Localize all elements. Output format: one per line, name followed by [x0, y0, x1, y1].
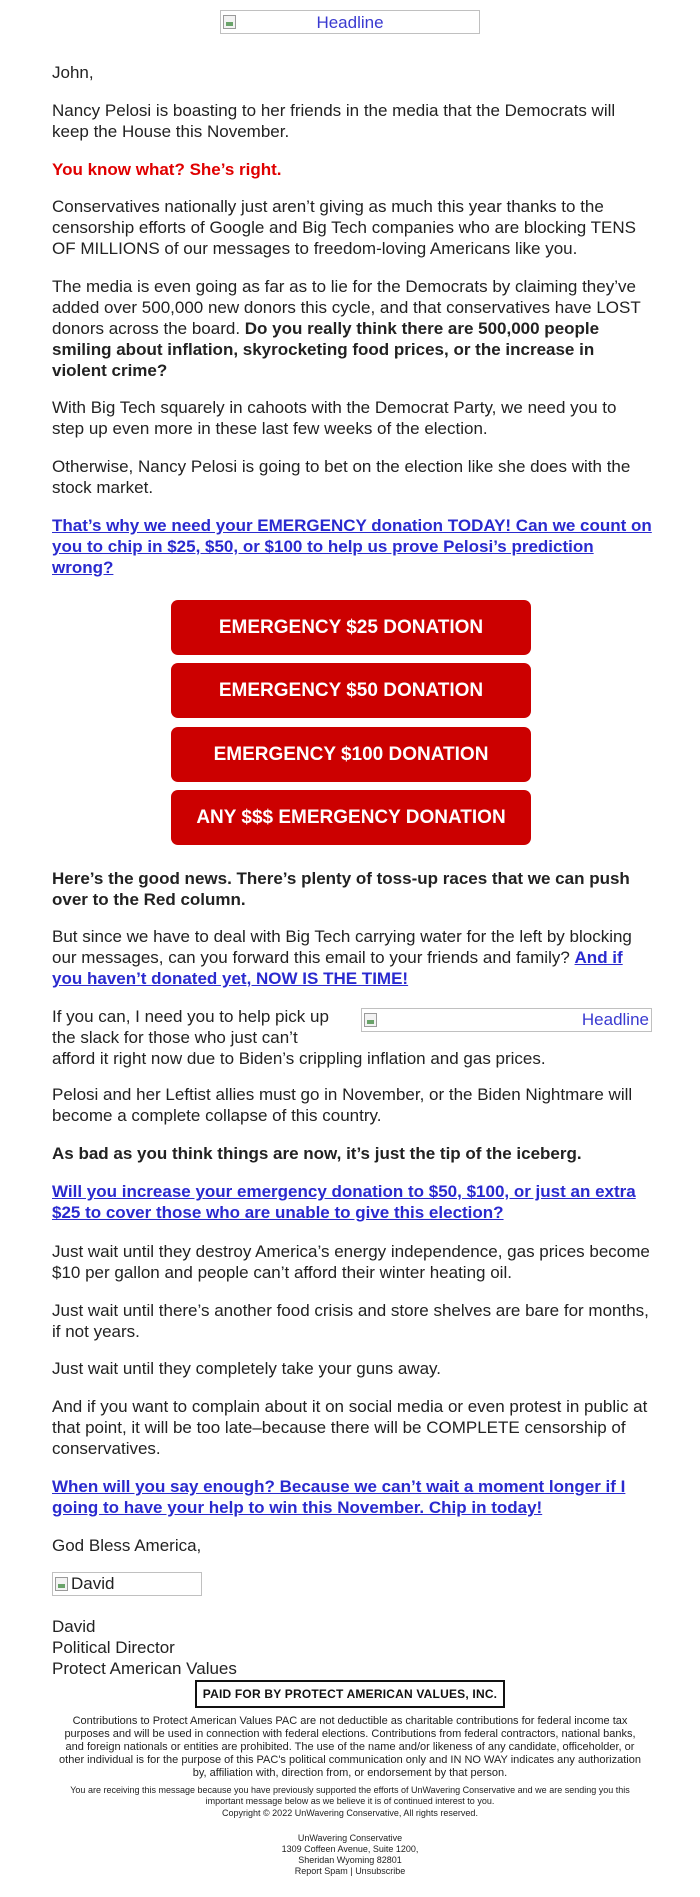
paid-by-box-wrap	[0, 1680, 700, 1708]
address-line-2: Sheridan Wyoming 82801	[298, 1855, 402, 1865]
copyright: Copyright © 2022 UnWavering Conservative, All rights reserved.	[222, 1808, 478, 1818]
donate-any-button[interactable]: ANY $$$ EMERGENCY DONATION	[171, 790, 531, 845]
inline-image	[361, 1008, 652, 1032]
paragraph-8-text: But since we have to deal with Big Tech carrying water for the left by blocking our messages, can you forward this email to your friends and family?	[52, 927, 632, 967]
paragraph-4-bold: Do you really think there are 500,000 people smiling about inflation, skyrocketing food prices, or the increase in violent crime?	[52, 319, 600, 380]
signature-org: Protect American Values	[52, 1659, 237, 1678]
header-image-alt: Headline	[316, 13, 384, 32]
paragraph-7: Here’s the good news. There’s plenty of toss-up races that we can push over to the Red column.	[52, 869, 630, 909]
inline-image-alt: Headline	[581, 1010, 649, 1029]
signature-image-alt: David	[71, 1574, 115, 1593]
paid-by-disclaimer: PAID FOR BY PROTECT AMERICAN VALUES, INC.	[195, 1680, 505, 1708]
paragraph-5: With Big Tech squarely in cahoots with the Democrat Party, we need you to step up even more in these last few weeks of the election.	[52, 398, 617, 438]
paragraph-13: Just wait until there’s another food crisis and store shelves are bare for months, if not years.	[52, 1301, 649, 1341]
paragraph-red-callout: You know what? She’s right.	[52, 160, 282, 179]
report-spam-link[interactable]: Report Spam	[294, 1866, 348, 1876]
donate-link-2[interactable]: Will you increase your emergency donation to $50, $100, or just an extra $25 to cover those who are unable to give this election?	[52, 1182, 636, 1222]
paragraph-4	[52, 276, 652, 381]
footer-address	[0, 1833, 700, 1877]
paragraph-10: Pelosi and her Leftist allies must go in November, or the Biden Nightmare will become a complete collapse of this country.	[52, 1085, 633, 1125]
signature-title: Political Director	[52, 1638, 175, 1657]
footer-links	[0, 1866, 700, 1877]
paragraph-9-text: If you can, I need you to help pick up the slack for those who just can’t afford it right now due to Biden’s crippling inflation and gas prices.	[52, 1007, 546, 1068]
legal-disclaimer: Contributions to Protect American Values PAC are not deductible as charitable contributions for federal income tax purposes and will be used in connection with federal elections. Contributions from federal contractors, national banks, and foreign nationals or entities are prohibited. The use of the name and/or likeness of any candidate, officeholder, or other individual is for the purpose of this PAC's political communication only and IN NO WAY indicates any authorization by, affiliation with, direction from, or endorsement by that person.	[59, 1715, 641, 1779]
paragraph-6: Otherwise, Nancy Pelosi is going to bet on the election like she does with the stock market.	[52, 457, 631, 497]
closing: God Bless America,	[52, 1536, 202, 1555]
broken-image-icon	[364, 1013, 377, 1027]
paragraph-12: Just wait until they destroy America’s energy independence, gas prices become $10 per gallon and people can’t afford their winter heating oil.	[52, 1242, 650, 1282]
footer-separator: |	[350, 1866, 353, 1876]
paragraph-14: Just wait until they completely take your guns away.	[52, 1359, 441, 1378]
paragraph-4-text: The media is even going as far as to lie for the Democrats by claiming they’ve added over 500,000 new donors this cycle, and that conservatives have LOST donors across the board.	[52, 277, 641, 338]
donate-100-button[interactable]: EMERGENCY $100 DONATION	[171, 727, 531, 782]
address-name: UnWavering Conservative	[297, 1833, 403, 1843]
broken-image-icon	[223, 15, 236, 29]
broken-image-icon	[55, 1577, 68, 1591]
donate-now-link[interactable]: And if you haven’t donated yet, NOW IS THE TIME!	[52, 948, 623, 988]
signature-image	[52, 1572, 202, 1596]
donate-25-button[interactable]: EMERGENCY $25 DONATION	[171, 600, 531, 655]
paragraph-8	[52, 926, 652, 989]
paragraph-9	[52, 1006, 652, 1069]
signature-name: David	[52, 1617, 96, 1636]
paragraph-11: As bad as you think things are now, it’s just the tip of the iceberg.	[52, 1144, 582, 1163]
address-line-1: 1309 Coffeen Avenue, Suite 1200,	[281, 1844, 419, 1854]
unsubscribe-link[interactable]: Unsubscribe	[355, 1866, 406, 1876]
donate-link-3[interactable]: When will you say enough? Because we can’t wait a moment longer if I going to have your help to win this November. Chip in today!	[52, 1477, 626, 1517]
paragraph-1: Nancy Pelosi is boasting to her friends in the media that the Democrats will keep the House this November.	[52, 101, 616, 141]
receiving-notice: You are receiving this message because you have previously supported the efforts of UnWavering Conservative and we are sending you this important message below as we believe it is of continued interest to you.	[70, 1785, 630, 1806]
donate-50-button[interactable]: EMERGENCY $50 DONATION	[171, 663, 531, 718]
header-image	[220, 10, 480, 34]
paragraph-3: Conservatives nationally just aren’t giving as much this year thanks to the censorship efforts of Google and Big Tech companies who are blocking TENS OF MILLIONS of our messages to freedom-loving Americans like you.	[52, 197, 637, 258]
salutation: John,	[52, 63, 94, 82]
paragraph-15: And if you want to complain about it on social media or even protest in public at that point, it will be too late–because there will be COMPLETE censorship of conservatives.	[52, 1397, 648, 1458]
donate-link-1[interactable]: That’s why we need your EMERGENCY donation TODAY! Can we count on you to chip in $25, $50, or $100 to help us prove Pelosi’s prediction wrong?	[52, 516, 652, 577]
